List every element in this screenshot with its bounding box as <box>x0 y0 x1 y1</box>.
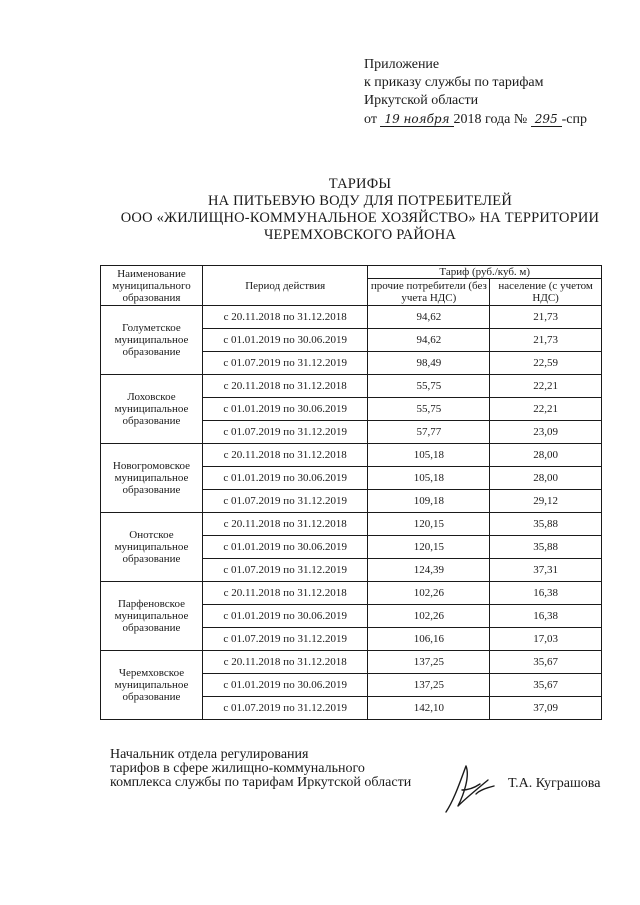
other-tariff-cell: 124,39 <box>368 559 490 582</box>
appendix-line-1: Приложение <box>364 57 440 72</box>
appendix-year: 2018 года № <box>453 112 528 127</box>
population-tariff-cell: 35,88 <box>490 536 602 559</box>
signer-name: Т.А. Куграшова <box>508 776 601 791</box>
population-tariff-cell: 28,00 <box>490 467 602 490</box>
period-cell: с 01.01.2019 по 30.06.2019 <box>202 674 368 697</box>
population-tariff-cell: 21,73 <box>490 329 602 352</box>
period-cell: с 20.11.2018 по 31.12.2018 <box>202 306 368 329</box>
period-cell: с 01.01.2019 по 30.06.2019 <box>202 536 368 559</box>
population-tariff-cell: 22,21 <box>490 398 602 421</box>
other-tariff-cell: 120,15 <box>368 536 490 559</box>
tariffs-table <box>100 265 602 720</box>
period-cell: с 20.11.2018 по 31.12.2018 <box>202 375 368 398</box>
appendix-line-3: Иркутской области <box>364 93 479 108</box>
other-tariff-cell: 55,75 <box>368 398 490 421</box>
other-tariff-cell: 137,25 <box>368 674 490 697</box>
period-cell: с 01.07.2019 по 31.12.2019 <box>202 490 368 513</box>
other-tariff-cell: 94,62 <box>368 306 490 329</box>
other-tariff-cell: 109,18 <box>368 490 490 513</box>
other-tariff-cell: 98,49 <box>368 352 490 375</box>
other-tariff-cell: 142,10 <box>368 697 490 720</box>
table-row <box>101 306 602 329</box>
population-tariff-cell: 35,67 <box>490 651 602 674</box>
population-tariff-cell: 29,12 <box>490 490 602 513</box>
population-tariff-cell: 22,59 <box>490 352 602 375</box>
other-tariff-cell: 102,26 <box>368 605 490 628</box>
header-period: Период действия <box>202 266 368 306</box>
municipality-name: Онотское муниципальное образование <box>101 513 203 582</box>
other-tariff-cell: 105,18 <box>368 444 490 467</box>
municipality-name: Новогромовское муниципальное образование <box>101 444 203 513</box>
document-title <box>70 176 640 244</box>
other-tariff-cell: 94,62 <box>368 329 490 352</box>
appendix-block <box>364 56 587 129</box>
other-tariff-cell: 137,25 <box>368 651 490 674</box>
other-tariff-cell: 120,15 <box>368 513 490 536</box>
period-cell: с 01.01.2019 по 30.06.2019 <box>202 398 368 421</box>
title-line-2: НА ПИТЬЕВУЮ ВОДУ ДЛЯ ПОТРЕБИТЕЛЕЙ <box>207 193 513 209</box>
period-cell: с 01.07.2019 по 31.12.2019 <box>202 421 368 444</box>
municipality-name: Лоховское муниципальное образование <box>101 375 203 444</box>
period-cell: с 20.11.2018 по 31.12.2018 <box>202 651 368 674</box>
period-cell: с 01.01.2019 по 30.06.2019 <box>202 605 368 628</box>
period-cell: с 01.01.2019 по 30.06.2019 <box>202 467 368 490</box>
table-row <box>101 582 602 605</box>
period-cell: с 20.11.2018 по 31.12.2018 <box>202 582 368 605</box>
title-line-1: ТАРИФЫ <box>328 176 392 192</box>
appendix-date-line <box>364 110 587 129</box>
appendix-suffix: -спр <box>561 112 588 127</box>
period-cell: с 01.07.2019 по 31.12.2019 <box>202 352 368 375</box>
table-row <box>101 651 602 674</box>
period-cell: с 01.07.2019 по 31.12.2019 <box>202 559 368 582</box>
title-line-3: ООО «ЖИЛИЩНО-КОММУНАЛЬНОЕ ХОЗЯЙСТВО» НА ТЕРРИТОРИИ <box>120 210 600 226</box>
period-cell: с 01.01.2019 по 30.06.2019 <box>202 329 368 352</box>
other-tariff-cell: 102,26 <box>368 582 490 605</box>
population-tariff-cell: 17,03 <box>490 628 602 651</box>
title-line-4: ЧЕРЕМХОВСКОГО РАЙОНА <box>263 227 457 243</box>
other-tariff-cell: 106,16 <box>368 628 490 651</box>
other-tariff-cell: 57,77 <box>368 421 490 444</box>
period-cell: с 20.11.2018 по 31.12.2018 <box>202 444 368 467</box>
population-tariff-cell: 22,21 <box>490 375 602 398</box>
population-tariff-cell: 28,00 <box>490 444 602 467</box>
header-municipality: Наименование муниципального образования <box>101 266 203 306</box>
population-tariff-cell: 16,38 <box>490 605 602 628</box>
handwritten-date: 19 ноября <box>380 112 453 127</box>
period-cell: с 20.11.2018 по 31.12.2018 <box>202 513 368 536</box>
header-tariff: Тариф (руб./куб. м) <box>368 266 602 279</box>
table-row <box>101 444 602 467</box>
appendix-line-2: к приказу службы по тарифам <box>364 75 544 90</box>
population-tariff-cell: 35,88 <box>490 513 602 536</box>
footer-line-2: тарифов в сфере жилищно-коммунального <box>110 761 365 776</box>
handwritten-number: 295 <box>531 112 562 127</box>
footer-position <box>110 748 411 790</box>
period-cell: с 01.07.2019 по 31.12.2019 <box>202 628 368 651</box>
footer-line-3: комплекса службы по тарифам Иркутской области <box>110 775 412 790</box>
population-tariff-cell: 23,09 <box>490 421 602 444</box>
header-population: население (с учетом НДС) <box>490 279 602 306</box>
population-tariff-cell: 21,73 <box>490 306 602 329</box>
period-cell: с 01.07.2019 по 31.12.2019 <box>202 697 368 720</box>
population-tariff-cell: 37,31 <box>490 559 602 582</box>
other-tariff-cell: 55,75 <box>368 375 490 398</box>
population-tariff-cell: 16,38 <box>490 582 602 605</box>
population-tariff-cell: 35,67 <box>490 674 602 697</box>
municipality-name: Черемховское муниципальное образование <box>101 651 203 720</box>
table-row <box>101 375 602 398</box>
other-tariff-cell: 105,18 <box>368 467 490 490</box>
footer-line-1: Начальник отдела регулирования <box>110 747 309 762</box>
header-other-consumers: прочие потребители (без учета НДС) <box>368 279 490 306</box>
population-tariff-cell: 37,09 <box>490 697 602 720</box>
municipality-name: Голуметское муниципальное образование <box>101 306 203 375</box>
appendix-prefix: от <box>364 112 377 127</box>
table-row <box>101 513 602 536</box>
signature-mark <box>436 760 500 820</box>
municipality-name: Парфеновское муниципальное образование <box>101 582 203 651</box>
